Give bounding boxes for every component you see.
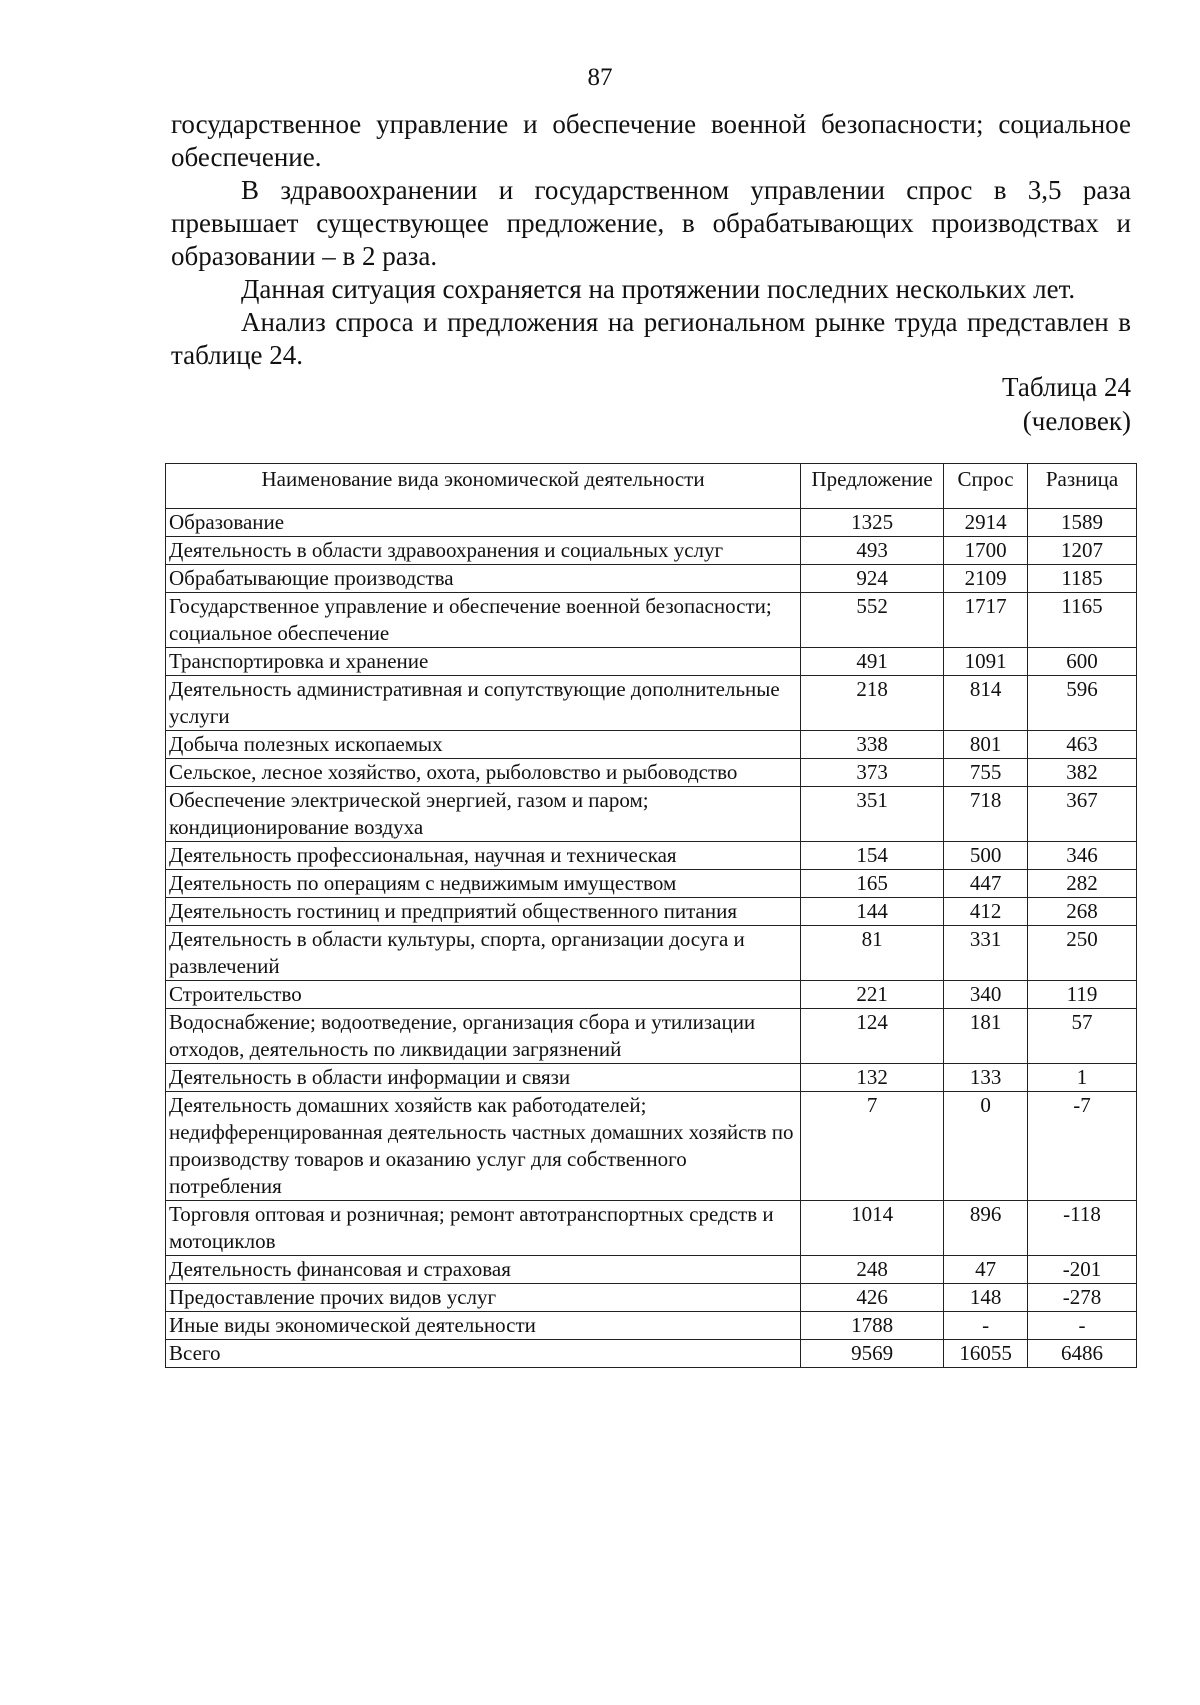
table-row bbox=[166, 1312, 1137, 1340]
table-row bbox=[166, 593, 1137, 648]
table-row bbox=[166, 1284, 1137, 1312]
supply-cell: 426 bbox=[801, 1284, 944, 1312]
supply-cell: 1325 bbox=[801, 509, 944, 537]
supply-cell: 154 bbox=[801, 842, 944, 870]
supply-cell: 124 bbox=[801, 1009, 944, 1064]
table-body bbox=[166, 509, 1137, 1368]
header-activity: Наименование вида экономической деятельности bbox=[166, 464, 801, 509]
supply-cell: 373 bbox=[801, 759, 944, 787]
demand-cell: 447 bbox=[944, 870, 1028, 898]
difference-cell: -7 bbox=[1028, 1092, 1137, 1201]
supply-cell: 81 bbox=[801, 926, 944, 981]
supply-cell: 493 bbox=[801, 537, 944, 565]
header-demand: Спрос bbox=[944, 464, 1028, 509]
supply-cell: 7 bbox=[801, 1092, 944, 1201]
demand-cell: 412 bbox=[944, 898, 1028, 926]
supply-cell: 218 bbox=[801, 676, 944, 731]
table-row bbox=[166, 1340, 1137, 1368]
supply-cell: 491 bbox=[801, 648, 944, 676]
activity-cell: Иные виды экономической деятельности bbox=[166, 1312, 801, 1340]
demand-cell: 500 bbox=[944, 842, 1028, 870]
demand-cell: 2914 bbox=[944, 509, 1028, 537]
demand-cell: 2109 bbox=[944, 565, 1028, 593]
demand-cell: 1091 bbox=[944, 648, 1028, 676]
activity-cell: Добыча полезных ископаемых bbox=[166, 731, 801, 759]
difference-cell: 1165 bbox=[1028, 593, 1137, 648]
demand-cell: 1700 bbox=[944, 537, 1028, 565]
difference-cell: -201 bbox=[1028, 1256, 1137, 1284]
supply-cell: 132 bbox=[801, 1064, 944, 1092]
table-row bbox=[166, 648, 1137, 676]
difference-cell: 57 bbox=[1028, 1009, 1137, 1064]
table-row bbox=[166, 787, 1137, 842]
labor-market-table bbox=[165, 463, 1137, 1368]
table-row bbox=[166, 565, 1137, 593]
demand-cell: 331 bbox=[944, 926, 1028, 981]
table-row bbox=[166, 537, 1137, 565]
difference-cell: 382 bbox=[1028, 759, 1137, 787]
supply-cell: 144 bbox=[801, 898, 944, 926]
difference-cell: 346 bbox=[1028, 842, 1137, 870]
demand-cell: 16055 bbox=[944, 1340, 1028, 1368]
table-title: Таблица 24 bbox=[1002, 372, 1131, 402]
demand-cell: 1717 bbox=[944, 593, 1028, 648]
table-caption bbox=[1002, 370, 1131, 438]
activity-cell: Сельское, лесное хозяйство, охота, рыболовство и рыбоводство bbox=[166, 759, 801, 787]
demand-cell: 718 bbox=[944, 787, 1028, 842]
difference-cell: - bbox=[1028, 1312, 1137, 1340]
difference-cell: 596 bbox=[1028, 676, 1137, 731]
table-row bbox=[166, 1201, 1137, 1256]
difference-cell: 119 bbox=[1028, 981, 1137, 1009]
table-row bbox=[166, 1092, 1137, 1201]
activity-cell: Деятельность административная и сопутствующие дополнительные услуги bbox=[166, 676, 801, 731]
supply-cell: 351 bbox=[801, 787, 944, 842]
demand-cell: 801 bbox=[944, 731, 1028, 759]
difference-cell: 1 bbox=[1028, 1064, 1137, 1092]
supply-cell: 221 bbox=[801, 981, 944, 1009]
activity-cell: Деятельность в области культуры, спорта, организации досуга и развлечений bbox=[166, 926, 801, 981]
difference-cell: 600 bbox=[1028, 648, 1137, 676]
table-row bbox=[166, 870, 1137, 898]
supply-cell: 924 bbox=[801, 565, 944, 593]
activity-cell: Деятельность в области информации и связи bbox=[166, 1064, 801, 1092]
difference-cell: 1185 bbox=[1028, 565, 1137, 593]
difference-cell: 367 bbox=[1028, 787, 1137, 842]
difference-cell: 268 bbox=[1028, 898, 1137, 926]
difference-cell: 463 bbox=[1028, 731, 1137, 759]
activity-cell: Обеспечение электрической энергией, газом и паром; кондиционирование воздуха bbox=[166, 787, 801, 842]
supply-cell: 165 bbox=[801, 870, 944, 898]
table-row bbox=[166, 509, 1137, 537]
activity-cell: Предоставление прочих видов услуг bbox=[166, 1284, 801, 1312]
demand-cell: 148 bbox=[944, 1284, 1028, 1312]
table-row bbox=[166, 981, 1137, 1009]
table-row bbox=[166, 926, 1137, 981]
table-unit: (человек) bbox=[1022, 406, 1131, 436]
activity-cell: Деятельность в области здравоохранения и социальных услуг bbox=[166, 537, 801, 565]
difference-cell: 282 bbox=[1028, 870, 1137, 898]
demand-cell: 133 bbox=[944, 1064, 1028, 1092]
demand-cell: 0 bbox=[944, 1092, 1028, 1201]
paragraph-continuation: государственное управление и обеспечение военной безопасности; социальное обеспечение. bbox=[171, 109, 1131, 172]
activity-cell: Торговля оптовая и розничная; ремонт автотранспортных средств и мотоциклов bbox=[166, 1201, 801, 1256]
activity-cell: Транспортировка и хранение bbox=[166, 648, 801, 676]
supply-cell: 9569 bbox=[801, 1340, 944, 1368]
supply-cell: 1014 bbox=[801, 1201, 944, 1256]
activity-cell: Деятельность гостиниц и предприятий общественного питания bbox=[166, 898, 801, 926]
activity-cell: Деятельность финансовая и страховая bbox=[166, 1256, 801, 1284]
activity-cell: Деятельность по операциям с недвижимым имуществом bbox=[166, 870, 801, 898]
table-row bbox=[166, 1064, 1137, 1092]
activity-cell: Образование bbox=[166, 509, 801, 537]
table-row bbox=[166, 731, 1137, 759]
activity-cell: Всего bbox=[166, 1340, 801, 1368]
difference-cell: 1207 bbox=[1028, 537, 1137, 565]
demand-cell: 181 bbox=[944, 1009, 1028, 1064]
demand-cell: 47 bbox=[944, 1256, 1028, 1284]
demand-cell: 814 bbox=[944, 676, 1028, 731]
table-row bbox=[166, 759, 1137, 787]
table-row bbox=[166, 898, 1137, 926]
difference-cell: 250 bbox=[1028, 926, 1137, 981]
table-header-row bbox=[166, 464, 1137, 509]
paragraph-situation: Данная ситуация сохраняется на протяжении последних нескольких лет. bbox=[241, 274, 1076, 304]
table-row bbox=[166, 1256, 1137, 1284]
supply-cell: 248 bbox=[801, 1256, 944, 1284]
table-row bbox=[166, 676, 1137, 731]
difference-cell: 6486 bbox=[1028, 1340, 1137, 1368]
supply-cell: 338 bbox=[801, 731, 944, 759]
activity-cell: Государственное управление и обеспечение военной безопасности; социальное обеспечение bbox=[166, 593, 801, 648]
activity-cell: Деятельность профессиональная, научная и техническая bbox=[166, 842, 801, 870]
activity-cell: Водоснабжение; водоотведение, организация сбора и утилизации отходов, деятельность по ликвидации загрязнений bbox=[166, 1009, 801, 1064]
difference-cell: -278 bbox=[1028, 1284, 1137, 1312]
header-difference: Разница bbox=[1028, 464, 1137, 509]
supply-cell: 552 bbox=[801, 593, 944, 648]
demand-cell: 340 bbox=[944, 981, 1028, 1009]
activity-cell: Деятельность домашних хозяйств как работодателей; недифференцированная деятельность частных домашних хозяйств по производству товаров и оказанию услуг для собственного потребления bbox=[166, 1092, 801, 1201]
table-row bbox=[166, 842, 1137, 870]
activity-cell: Строительство bbox=[166, 981, 801, 1009]
table-row bbox=[166, 1009, 1137, 1064]
body-text bbox=[171, 108, 1131, 372]
demand-cell: - bbox=[944, 1312, 1028, 1340]
supply-cell: 1788 bbox=[801, 1312, 944, 1340]
activity-cell: Обрабатывающие производства bbox=[166, 565, 801, 593]
header-supply: Предложение bbox=[801, 464, 944, 509]
page-number: 87 bbox=[587, 64, 613, 91]
demand-cell: 896 bbox=[944, 1201, 1028, 1256]
paragraph-analysis: Анализ спроса и предложения на региональном рынке труда представлен в таблице 24. bbox=[171, 307, 1131, 370]
paragraph-demand-supply: В здравоохранении и государственном управлении спрос в 3,5 раза превышает существующее предложение, в обрабатывающих производствах и образовании – в 2 раза. bbox=[171, 175, 1131, 271]
difference-cell: 1589 bbox=[1028, 509, 1137, 537]
difference-cell: -118 bbox=[1028, 1201, 1137, 1256]
demand-cell: 755 bbox=[944, 759, 1028, 787]
